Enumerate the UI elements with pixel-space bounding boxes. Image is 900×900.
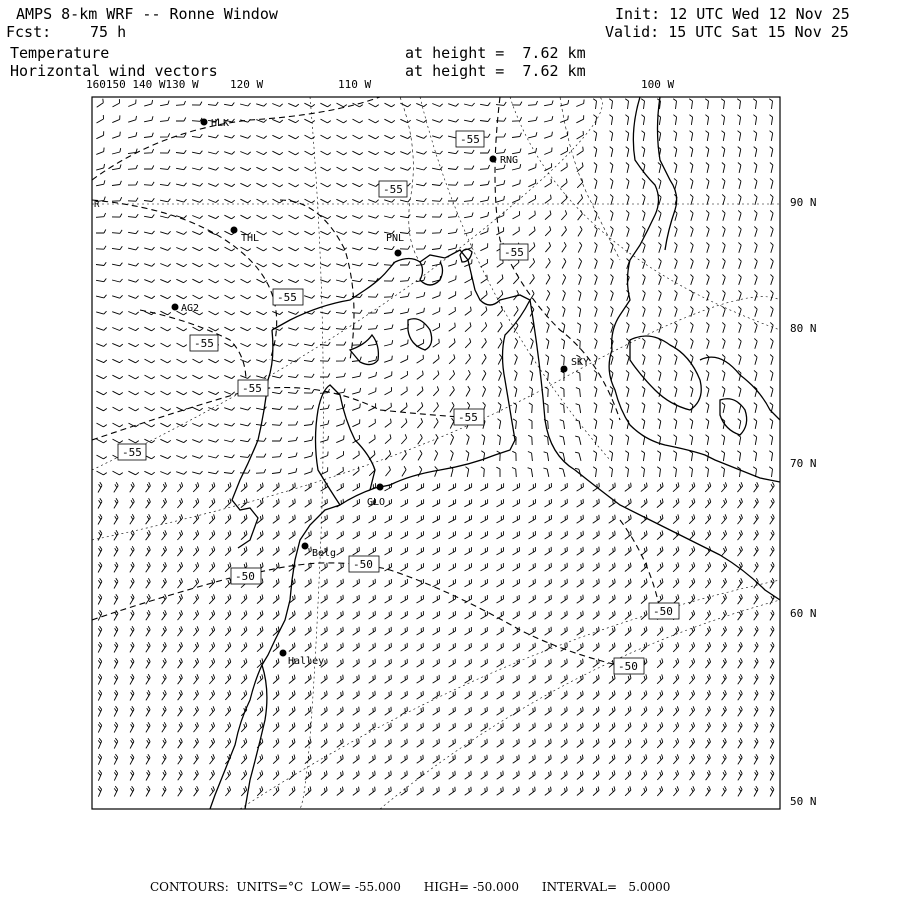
svg-text:-55: -55 <box>242 382 262 395</box>
svg-text:-50: -50 <box>353 558 373 571</box>
lat-label-50n: 50 N <box>790 795 817 808</box>
station-label-HLK: HLK <box>211 118 230 129</box>
forecast-hours: 75 h <box>90 23 127 41</box>
lon-label-120w: 120 W <box>230 78 264 91</box>
contour-label <box>454 409 484 425</box>
svg-text:-55: -55 <box>383 183 403 196</box>
station-label-THL: THL <box>241 233 260 244</box>
svg-text:-55: -55 <box>194 337 214 350</box>
contour-label <box>456 131 484 147</box>
station-label-GLO: GLO <box>367 497 386 508</box>
field-wind-vectors: Horizontal wind vectors <box>10 62 218 80</box>
forecast-label: Fcst: <box>6 23 52 41</box>
lon-label-110w: 110 W <box>338 78 372 91</box>
svg-text:R: R <box>94 200 100 210</box>
station-PNL <box>386 233 404 257</box>
station-label-Halley: Halley <box>288 656 325 667</box>
contour-label <box>190 335 218 351</box>
svg-text:-55: -55 <box>277 291 297 304</box>
contour-label <box>649 603 679 619</box>
lat-label-60n: 60 N <box>790 607 817 620</box>
svg-text:-50: -50 <box>235 570 255 583</box>
init-time: Init: 12 UTC Wed 12 Nov 25 <box>615 5 850 23</box>
svg-text:-50: -50 <box>618 660 638 673</box>
map-title: AMPS 8-km WRF -- Ronne Window <box>16 5 278 23</box>
station-label-SKY: SKY <box>571 357 590 368</box>
wind-vectors <box>96 99 774 797</box>
svg-text:-50: -50 <box>653 605 673 618</box>
contour-legend: CONTOURS: UNITS=°C LOW= -55.000 HIGH= -50.000 INTERVAL= 5.0000 <box>150 880 671 894</box>
station-AG2 <box>172 303 200 314</box>
svg-text:-55: -55 <box>460 133 480 146</box>
contour-label <box>379 181 407 197</box>
valid-time: Valid: 15 UTC Sat 15 Nov 25 <box>605 23 849 41</box>
contour-label <box>500 244 528 260</box>
contour-label <box>118 444 146 460</box>
svg-text:-55: -55 <box>458 411 478 424</box>
contour-label <box>231 568 261 584</box>
station-RNG <box>490 155 519 166</box>
station-label-RNG: RNG <box>500 155 519 166</box>
svg-text:-55: -55 <box>504 246 524 259</box>
station-label-AG2: AG2 <box>181 303 200 314</box>
contour-label <box>349 556 379 572</box>
lat-label-70n: 70 N <box>790 457 817 470</box>
temperature-contours <box>92 97 660 668</box>
station-Belg <box>302 543 337 560</box>
lat-label-80n: 80 N <box>790 322 817 335</box>
station-SKY <box>561 357 590 373</box>
coastline <box>210 97 780 809</box>
station-Halley <box>280 650 325 668</box>
contour-label <box>238 380 268 396</box>
wind-barb-field <box>96 99 774 797</box>
contour-value-labels <box>118 131 679 674</box>
contour-label <box>614 658 644 674</box>
contour-label <box>273 289 303 305</box>
station-label-Belg: Belg <box>312 548 337 559</box>
height-temperature: at height = 7.62 km <box>405 44 586 62</box>
lat-label-90n: 90 N <box>790 196 817 209</box>
height-wind: at height = 7.62 km <box>405 62 586 80</box>
lon-label-100w: 100 W <box>641 78 675 91</box>
station-label-PNL: PNL <box>386 233 405 244</box>
station-THL <box>231 227 260 245</box>
lon-label-cluster: 160150 140 W130 W <box>86 78 199 91</box>
field-temperature: Temperature <box>10 44 110 62</box>
shelf-inner-lines <box>400 97 620 262</box>
svg-text:-55: -55 <box>122 446 142 459</box>
